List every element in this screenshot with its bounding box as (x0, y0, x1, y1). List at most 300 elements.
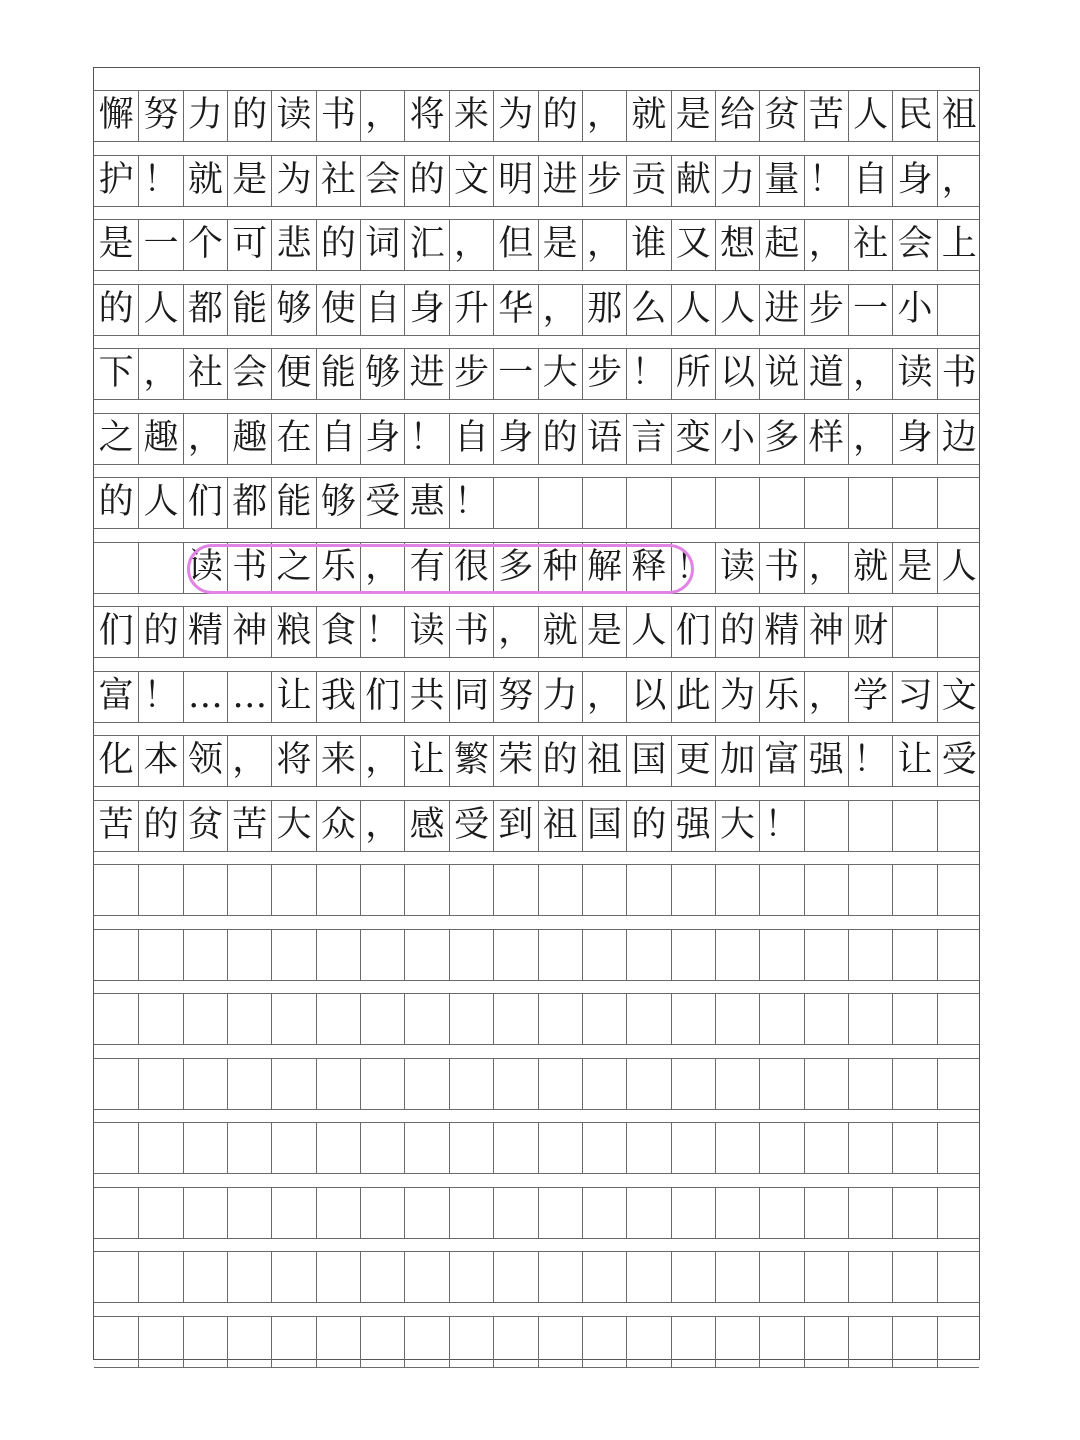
grid-cell (626, 929, 670, 980)
grid-cell (715, 477, 759, 528)
grid-cell: 受 (360, 477, 404, 528)
grid-cell (183, 1316, 227, 1367)
grid-cell (449, 864, 493, 915)
grid-cell: 的 (138, 606, 182, 657)
grid-cell (94, 1316, 138, 1367)
grid-cell: 力 (538, 671, 582, 722)
grid-cell (671, 1122, 715, 1173)
grid-cell (937, 1251, 981, 1302)
grid-cell (138, 542, 182, 593)
grid-cell: 社 (183, 348, 227, 399)
grid-cell: 努 (493, 671, 537, 722)
rule-line (94, 141, 979, 142)
rule-line (94, 542, 979, 543)
grid-cell: 人 (848, 90, 892, 141)
grid-cell: 小 (715, 413, 759, 464)
grid-cell: 能 (271, 477, 315, 528)
grid-cell: ！ (626, 348, 670, 399)
grid-cell (848, 864, 892, 915)
grid-cell (493, 477, 537, 528)
grid-cell: ， (360, 735, 404, 786)
grid-cell: 是 (892, 542, 936, 593)
rule-line (94, 671, 979, 672)
grid-cell (449, 1058, 493, 1109)
rule-line (94, 851, 979, 852)
grid-cell: ， (360, 800, 404, 851)
grid-cell (94, 1122, 138, 1173)
grid-cell: ！ (804, 155, 848, 206)
grid-cell: 想 (715, 219, 759, 270)
grid-cell: 言 (626, 413, 670, 464)
grid-cell (538, 1122, 582, 1173)
grid-cell: 本 (138, 735, 182, 786)
rule-line (94, 735, 979, 736)
grid-row (94, 1251, 979, 1302)
grid-cell (892, 1251, 936, 1302)
grid-cell (538, 477, 582, 528)
grid-cell: 华 (493, 284, 537, 335)
grid-cell (626, 1058, 670, 1109)
grid-cell (404, 864, 448, 915)
grid-cell (360, 864, 404, 915)
grid-row (94, 1058, 979, 1109)
grid-cell (449, 1251, 493, 1302)
grid-cell (848, 1316, 892, 1367)
grid-cell (582, 477, 626, 528)
grid-cell: 自 (316, 413, 360, 464)
rule-line (94, 915, 979, 916)
grid-cell: 给 (715, 90, 759, 141)
grid-cell: ， (848, 413, 892, 464)
grid-cell: 书 (449, 606, 493, 657)
grid-cell (183, 1122, 227, 1173)
grid-cell (538, 864, 582, 915)
grid-cell: ， (804, 542, 848, 593)
grid-cell: 们 (360, 671, 404, 722)
grid-cell: 们 (98, 611, 134, 651)
rule-line (94, 348, 979, 349)
grid-row (94, 1316, 979, 1367)
grid-cell: 大 (715, 800, 759, 851)
grid-row (94, 671, 979, 722)
grid-cell (848, 929, 892, 980)
grid-cell: 就 (626, 90, 670, 141)
grid-cell (671, 993, 715, 1044)
grid-cell: 能 (316, 348, 360, 399)
grid-cell: 人 (937, 542, 981, 593)
grid-cell: 到 (493, 800, 537, 851)
grid-cell (94, 1251, 138, 1302)
grid-cell (227, 1122, 271, 1173)
grid-cell: 大 (271, 800, 315, 851)
grid-cell: 的 (404, 155, 448, 206)
grid-cell (94, 929, 138, 980)
grid-cell (493, 993, 537, 1044)
grid-cell (759, 993, 803, 1044)
grid-cell (271, 1187, 315, 1238)
grid-cell: 学 (848, 671, 892, 722)
grid-cell: 小 (892, 284, 936, 335)
grid-cell: 让 (892, 735, 936, 786)
grid-cell (715, 1058, 759, 1109)
grid-cell (404, 1187, 448, 1238)
rule-line (94, 270, 979, 271)
grid-cell: 么 (626, 284, 670, 335)
grid-cell (183, 993, 227, 1044)
grid-cell: 变 (671, 413, 715, 464)
grid-cell: 更 (671, 735, 715, 786)
grid-cell: 国 (582, 800, 626, 851)
grid-cell: 那 (582, 284, 626, 335)
grid-cell: 量 (759, 155, 803, 206)
grid-cell: ！ (759, 800, 803, 851)
grid-cell (271, 864, 315, 915)
grid-cell: 趣 (138, 413, 182, 464)
grid-cell (227, 1058, 271, 1109)
grid-cell (671, 477, 715, 528)
grid-cell (626, 864, 670, 915)
grid-cell: 懈 (98, 95, 134, 135)
grid-cell (138, 1122, 182, 1173)
grid-cell: 们 (671, 606, 715, 657)
grid-cell (227, 929, 271, 980)
grid-cell: 我 (316, 671, 360, 722)
grid-cell (360, 1316, 404, 1367)
grid-cell (316, 993, 360, 1044)
rule-line (94, 606, 979, 607)
rule-line (94, 477, 979, 478)
rule-line (94, 1302, 979, 1303)
grid-cell (937, 864, 981, 915)
grid-cell: 来 (316, 735, 360, 786)
grid-cell: 步 (449, 348, 493, 399)
grid-cell (892, 606, 936, 657)
grid-cell (937, 1316, 981, 1367)
grid-cell: ， (360, 542, 404, 593)
grid-cell (937, 606, 981, 657)
grid-cell: 以 (626, 671, 670, 722)
grid-cell (626, 1122, 670, 1173)
grid-cell: ， (582, 219, 626, 270)
grid-cell (493, 1122, 537, 1173)
grid-cell: 趣 (227, 413, 271, 464)
grid-cell (937, 1058, 981, 1109)
grid-cell: 是 (582, 606, 626, 657)
grid-cell (404, 1251, 448, 1302)
grid-cell (227, 1187, 271, 1238)
grid-cell: 化 (98, 740, 134, 780)
grid-cell (227, 864, 271, 915)
grid-cell: 共 (404, 671, 448, 722)
grid-cell: 让 (271, 671, 315, 722)
grid-cell: 力 (183, 90, 227, 141)
grid-cell: 就 (183, 155, 227, 206)
grid-cell: 受 (449, 800, 493, 851)
grid-cell (626, 1251, 670, 1302)
grid-cell (316, 864, 360, 915)
grid-cell (538, 929, 582, 980)
grid-cell (582, 1058, 626, 1109)
grid-cell: ， (360, 90, 404, 141)
grid-cell (848, 1058, 892, 1109)
grid-row (94, 606, 979, 657)
grid-cell: 自 (848, 155, 892, 206)
grid-cell: 悲 (271, 219, 315, 270)
grid-cell: 的 (316, 219, 360, 270)
grid-cell: 的 (98, 288, 134, 329)
grid-cell: 是 (671, 90, 715, 141)
grid-row (94, 800, 979, 851)
grid-cell (449, 929, 493, 980)
grid-cell (937, 929, 981, 980)
grid-cell (804, 864, 848, 915)
grid-cell (404, 1316, 448, 1367)
grid-cell: 说 (759, 348, 803, 399)
grid-cell: 够 (271, 284, 315, 335)
grid-cell (183, 1251, 227, 1302)
grid-cell: 是 (98, 224, 134, 264)
grid-cell: 努 (138, 90, 182, 141)
grid-row (94, 90, 979, 141)
grid-cell (759, 1251, 803, 1302)
grid-cell (227, 1316, 271, 1367)
grid-cell (316, 1058, 360, 1109)
grid-cell (804, 929, 848, 980)
grid-cell: 多 (759, 413, 803, 464)
rule-line (94, 219, 979, 220)
grid-cell: 精 (759, 606, 803, 657)
grid-cell (804, 993, 848, 1044)
grid-cell: 护 (98, 159, 134, 200)
grid-cell (848, 1122, 892, 1173)
grid-cell (626, 1187, 670, 1238)
grid-cell: 明 (493, 155, 537, 206)
grid-cell: ， (138, 348, 182, 399)
grid-cell: 读 (892, 348, 936, 399)
rule-line (94, 980, 979, 981)
grid-cell (671, 929, 715, 980)
grid-cell: 读 (715, 542, 759, 593)
grid-cell: 都 (183, 284, 227, 335)
grid-cell (183, 1058, 227, 1109)
grid-cell: … (183, 671, 227, 722)
grid-cell: 的 (538, 413, 582, 464)
grid-cell (671, 1251, 715, 1302)
grid-cell (360, 1058, 404, 1109)
grid-cell: 苦 (98, 804, 134, 845)
grid-row (94, 735, 979, 786)
rule-line (94, 528, 979, 529)
grid-cell (848, 993, 892, 1044)
grid-cell (538, 993, 582, 1044)
grid-cell: 人 (138, 477, 182, 528)
grid-cell (493, 864, 537, 915)
grid-cell: 社 (316, 155, 360, 206)
grid-cell: 自 (360, 284, 404, 335)
grid-row (94, 219, 979, 270)
grid-cell (759, 1058, 803, 1109)
rule-line (94, 786, 979, 787)
grid-cell: 在 (271, 413, 315, 464)
grid-cell: 谁 (626, 219, 670, 270)
grid-cell (892, 929, 936, 980)
grid-cell: 惠 (404, 477, 448, 528)
grid-cell (759, 929, 803, 980)
grid-cell (493, 1058, 537, 1109)
grid-cell (892, 1122, 936, 1173)
grid-cell: ！ (404, 413, 448, 464)
grid-cell: 边 (937, 413, 981, 464)
grid-cell: ， (937, 155, 981, 206)
grid-cell: 种 (538, 542, 582, 593)
grid-cell: 的 (138, 800, 182, 851)
grid-cell (138, 1251, 182, 1302)
grid-cell: 富 (98, 675, 134, 716)
grid-cell (138, 864, 182, 915)
grid-cell (538, 1316, 582, 1367)
grid-cell: 来 (449, 90, 493, 141)
grid-cell: 自 (449, 413, 493, 464)
grid-cell (671, 1187, 715, 1238)
grid-cell: 之 (98, 417, 134, 458)
grid-cell: 繁 (449, 735, 493, 786)
grid-cell: ， (227, 735, 271, 786)
grid-cell (183, 1187, 227, 1238)
grid-cell: ， (183, 413, 227, 464)
grid-cell: 个 (183, 219, 227, 270)
grid-cell: 步 (804, 284, 848, 335)
rule-line (94, 1187, 979, 1188)
rule-line (94, 993, 979, 994)
grid-cell (715, 1122, 759, 1173)
grid-cell: 加 (715, 735, 759, 786)
grid-cell (715, 1187, 759, 1238)
rule-line (94, 1173, 979, 1174)
grid-cell: 的 (538, 90, 582, 141)
grid-cell: 一 (848, 284, 892, 335)
grid-cell (94, 864, 138, 915)
rule-line (94, 335, 979, 336)
grid-cell (316, 929, 360, 980)
grid-cell (582, 864, 626, 915)
grid-cell: 身 (404, 284, 448, 335)
grid-cell: 为 (715, 671, 759, 722)
grid-cell: 进 (404, 348, 448, 399)
grid-cell (715, 929, 759, 980)
grid-cell: 但 (493, 219, 537, 270)
grid-cell: 乐 (316, 542, 360, 593)
grid-cell: 进 (538, 155, 582, 206)
grid-cell (493, 1316, 537, 1367)
grid-cell: ， (804, 219, 848, 270)
grid-cell: 人 (671, 284, 715, 335)
grid-cell: 多 (493, 542, 537, 593)
grid-cell (804, 1316, 848, 1367)
grid-cell: 很 (449, 542, 493, 593)
grid-row (94, 1122, 979, 1173)
rule-line (94, 284, 979, 285)
grid-cell: ！ (449, 477, 493, 528)
grid-cell: 步 (582, 348, 626, 399)
grid-cell (316, 1187, 360, 1238)
grid-cell: 人 (626, 606, 670, 657)
grid-cell (271, 1122, 315, 1173)
grid-cell: 是 (538, 219, 582, 270)
grid-cell (538, 1187, 582, 1238)
grid-cell (848, 800, 892, 851)
grid-cell (538, 1251, 582, 1302)
grid-cell (183, 864, 227, 915)
grid-cell: ！ (671, 542, 715, 593)
rule-line (94, 864, 979, 865)
grid-cell (804, 800, 848, 851)
grid-cell (449, 1187, 493, 1238)
grid-cell (937, 477, 981, 528)
grid-cell: 祖 (937, 90, 981, 141)
grid-cell: ！ (138, 155, 182, 206)
rule-line (94, 722, 979, 723)
grid-cell: 都 (227, 477, 271, 528)
grid-cell (804, 1187, 848, 1238)
grid-cell (94, 993, 138, 1044)
grid-cell (848, 1251, 892, 1302)
grid-cell: 汇 (404, 219, 448, 270)
grid-cell: 一 (138, 219, 182, 270)
grid-cell (715, 993, 759, 1044)
grid-cell (94, 1187, 138, 1238)
grid-cell (715, 864, 759, 915)
grid-cell (804, 477, 848, 528)
grid-cell (271, 993, 315, 1044)
grid-cell: 众 (316, 800, 360, 851)
grid-cell: 献 (671, 155, 715, 206)
grid-cell (804, 1058, 848, 1109)
grid-cell: 释 (626, 542, 670, 593)
grid-cell: 升 (449, 284, 493, 335)
grid-cell (626, 1316, 670, 1367)
manuscript-grid-paper (93, 67, 980, 1360)
grid-cell: 祖 (582, 735, 626, 786)
grid-cell (937, 1187, 981, 1238)
grid-cell: 贫 (183, 800, 227, 851)
grid-cell: 够 (316, 477, 360, 528)
grid-cell: 书 (316, 90, 360, 141)
grid-cell (316, 1316, 360, 1367)
grid-cell (227, 1251, 271, 1302)
rule-line (94, 90, 979, 91)
grid-cell (582, 929, 626, 980)
grid-cell: ， (493, 606, 537, 657)
grid-cell: 词 (360, 219, 404, 270)
grid-cell (404, 993, 448, 1044)
grid-cell (848, 1187, 892, 1238)
grid-cell: 书 (759, 542, 803, 593)
grid-cell: 读 (271, 90, 315, 141)
grid-cell (94, 1058, 138, 1109)
grid-cell: 文 (937, 671, 981, 722)
rule-line (94, 1316, 979, 1317)
grid-cell: ！ (848, 735, 892, 786)
grid-cell: 的 (227, 90, 271, 141)
grid-cell (138, 1058, 182, 1109)
grid-cell (360, 993, 404, 1044)
grid-row (94, 929, 979, 980)
rule-line (94, 1238, 979, 1239)
grid-cell: 贫 (759, 90, 803, 141)
grid-cell: 粮 (271, 606, 315, 657)
grid-cell (227, 993, 271, 1044)
grid-cell (937, 1122, 981, 1173)
